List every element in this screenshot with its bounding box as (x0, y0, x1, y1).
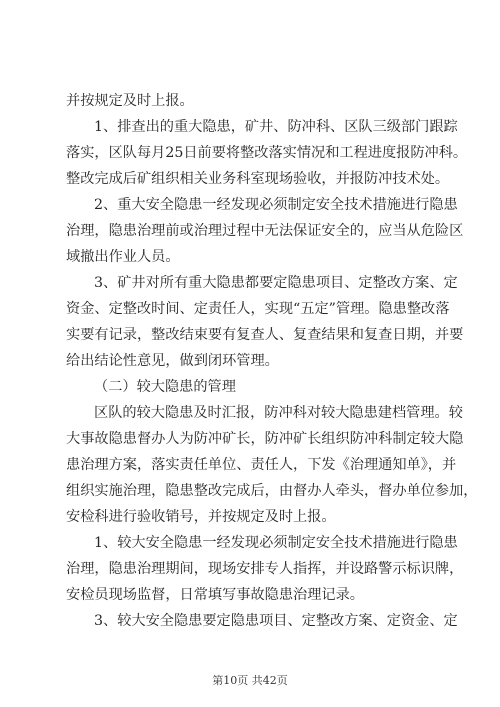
text-line: 3、较大安全隐患要定隐患项目、定整改方案、定资金、定 (94, 613, 458, 629)
text-line: 落实，区队每月25日前要将整改落实情况和工程进度报防冲科。 (66, 145, 468, 161)
text-line: 给出结论性意见，做到闭环管理。 (66, 353, 279, 369)
text-line: 治理，隐患治理前或治理过程中无法保证安全的，应当从危险区 (66, 223, 464, 239)
text-line: （二）较大隐患的管理 (94, 379, 236, 395)
text-line: 3、矿井对所有重大隐患都要定隐患项目、定整改方案、定 (94, 275, 458, 291)
text-line: 患治理方案，落实责任单位、责任人，下发《治理通知单》，并 (66, 457, 457, 473)
text-line: 域撤出作业人员。 (66, 249, 180, 265)
document-body (66, 88, 478, 634)
text-line: 组织实施治理，隐患整改完成后，由督办人牵头，督办单位参加， (66, 483, 478, 499)
text-line: 实要有记录，整改结束要有复查人、复查结果和复查日期，并要 (66, 327, 464, 343)
page-footer: 第10页 共42页 (212, 674, 288, 687)
text-line: 区队的较大隐患及时汇报，防冲科对较大隐患建档管理。较 (94, 405, 463, 421)
text-line: 1、较大安全隐患一经发现必须制定安全技术措施进行隐患 (94, 535, 458, 551)
text-line: 安检员现场监督，日常填写事故隐患治理记录。 (66, 587, 364, 603)
text-line: 大事故隐患督办人为防冲矿长，防冲矿长组织防冲科制定较大隐 (66, 431, 464, 447)
text-line: 整改完成后矿组织相关业务科室现场验收，并报防冲技术处。 (66, 171, 450, 187)
text-line: 2、重大安全隐患一经发现必须制定安全技术措施进行隐患 (94, 197, 458, 213)
text-line: 1、排查出的重大隐患，矿井、防冲科、区队三级部门跟踪 (94, 119, 458, 135)
text-line: 并按规定及时上报。 (66, 93, 194, 109)
text-line: 安检科进行验收销号，并按规定及时上报。 (66, 509, 336, 525)
text-line: 资金、定整改时间、定责任人，实现“五定”管理。隐患整改落 (66, 301, 450, 317)
text-line: 治理，隐患治理期间，现场安排专人指挥，并设路警示标识牌， (66, 561, 464, 577)
